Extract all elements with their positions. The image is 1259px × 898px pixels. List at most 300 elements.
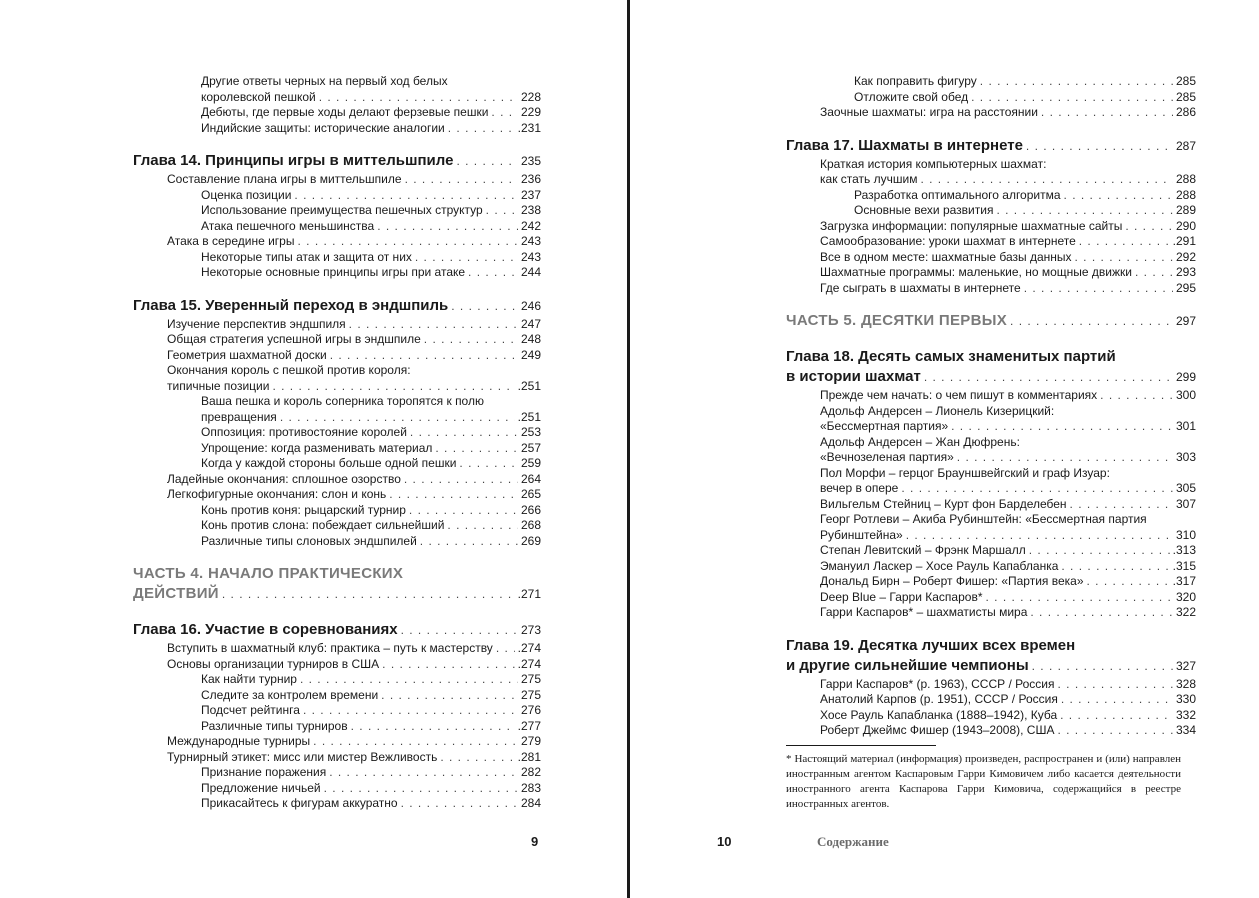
dot-leader bbox=[456, 152, 518, 170]
part-entry bbox=[133, 585, 541, 605]
toc-entry-line: Краткая история компьютерных шахмат: bbox=[820, 156, 1047, 171]
toc-entry bbox=[133, 441, 541, 457]
entry-title: Глава 17. Шахматы в интернете bbox=[786, 136, 1023, 154]
chapter-entry bbox=[133, 297, 541, 317]
entry-page-number: 259 bbox=[520, 456, 541, 470]
entry-title: Предложение ничьей bbox=[201, 780, 321, 795]
entry-page-number: 310 bbox=[1175, 527, 1196, 542]
entry-page-number: 268 bbox=[520, 518, 541, 532]
entry-page-number: 290 bbox=[1175, 218, 1196, 233]
toc-entry bbox=[786, 219, 1196, 235]
toc-entry bbox=[133, 90, 541, 106]
dot-leader bbox=[1026, 137, 1173, 155]
entry-page-number: 228 bbox=[520, 89, 541, 104]
page-number: 9 bbox=[531, 834, 539, 849]
dot-leader bbox=[389, 487, 518, 502]
entry-page-number: 300 bbox=[1175, 388, 1196, 402]
toc-entry bbox=[133, 487, 541, 503]
entry-title: Где сыграть в шахматы в интернете bbox=[820, 280, 1021, 295]
entry-title: Глава 16. Участие в соревнованиях bbox=[133, 621, 398, 638]
entry-title: Основные вехи развития bbox=[854, 203, 994, 217]
dot-leader bbox=[1024, 281, 1173, 296]
entry-page-number: 246 bbox=[520, 298, 541, 313]
dot-leader bbox=[901, 481, 1173, 496]
toc-entry bbox=[133, 688, 541, 704]
entry-page-number: 285 bbox=[1175, 74, 1196, 88]
entry-page-number: 293 bbox=[1175, 265, 1196, 279]
toc-entry bbox=[133, 641, 541, 657]
entry-page-number: 286 bbox=[1175, 105, 1196, 119]
toc-entry bbox=[786, 528, 1196, 544]
dot-leader bbox=[1087, 574, 1170, 589]
entry-title: Эмануил Ласкер – Хосе Рауль Капабланка bbox=[820, 558, 1059, 573]
chapter-entry bbox=[786, 657, 1196, 677]
dot-leader bbox=[906, 528, 1173, 543]
toc-entry bbox=[786, 605, 1196, 621]
entry-title: Все в одном месте: шахматные базы данных bbox=[820, 249, 1072, 264]
entry-page-number: .274 bbox=[517, 641, 541, 655]
dot-leader bbox=[330, 348, 518, 363]
entry-title: в истории шахмат bbox=[786, 368, 921, 385]
toc-entry bbox=[786, 172, 1196, 188]
entry-title: Рубинштейна» bbox=[820, 527, 903, 542]
entry-title: Вильгельм Стейниц – Курт фон Барделебен bbox=[820, 496, 1067, 511]
entry-title: Загрузка информации: популярные шахматные сайты bbox=[820, 218, 1123, 233]
entry-page-number: 284 bbox=[520, 796, 541, 810]
dot-leader bbox=[351, 719, 515, 734]
dot-leader bbox=[440, 750, 514, 765]
toc-entry bbox=[133, 188, 541, 204]
entry-page-number: 288 bbox=[1175, 187, 1196, 202]
entry-page-number: 330 bbox=[1175, 692, 1196, 706]
toc-entry bbox=[133, 348, 541, 364]
entry-title: Глава 15. Уверенный переход в эндшпиль bbox=[133, 296, 449, 314]
toc-entry bbox=[133, 734, 541, 750]
entry-title: как стать лучшим bbox=[820, 172, 918, 186]
dot-leader bbox=[420, 534, 518, 549]
toc-entry bbox=[133, 265, 541, 281]
entry-page-number: .313 bbox=[1172, 543, 1196, 557]
toc-entry bbox=[133, 203, 541, 219]
dot-leader bbox=[280, 410, 515, 425]
part-entry bbox=[786, 312, 1196, 332]
entry-page-number: .315 bbox=[1172, 558, 1196, 573]
dot-leader bbox=[300, 672, 518, 687]
dot-leader bbox=[1060, 708, 1173, 723]
entry-title: вечер в опере bbox=[820, 481, 899, 495]
section-gap bbox=[786, 296, 1196, 312]
entry-title: «Вечнозеленая партия» bbox=[820, 450, 954, 464]
entry-title: Дональд Бирн – Роберт Фишер: «Партия века» bbox=[820, 574, 1084, 588]
footnote-rule bbox=[786, 745, 936, 746]
entry-page-number: 303 bbox=[1175, 450, 1196, 464]
entry-page-number: 237 bbox=[520, 187, 541, 202]
toc-entry bbox=[133, 503, 541, 519]
toc-entry bbox=[786, 677, 1196, 693]
dot-leader bbox=[951, 419, 1173, 434]
toc-entry-line: Пол Морфи – герцог Брауншвейгский и граф Изуар: bbox=[820, 465, 1110, 480]
dot-leader bbox=[405, 172, 518, 187]
entry-page-number: 289 bbox=[1175, 203, 1196, 217]
right-page bbox=[631, 0, 1259, 898]
toc-entry bbox=[786, 590, 1196, 606]
entry-page-number: 328 bbox=[1175, 676, 1196, 691]
entry-page-number: .251 bbox=[517, 409, 541, 424]
entry-title: Общая стратегия успешной игры в эндшпиле bbox=[167, 332, 421, 346]
dot-leader bbox=[1064, 188, 1173, 203]
entry-page-number: 248 bbox=[520, 332, 541, 346]
dot-leader bbox=[1010, 312, 1173, 330]
book-spine bbox=[627, 0, 630, 898]
right-toc bbox=[786, 74, 1196, 812]
dot-leader bbox=[451, 297, 518, 315]
toc-entry bbox=[133, 534, 541, 550]
dot-leader bbox=[329, 765, 518, 780]
dot-leader bbox=[996, 203, 1173, 218]
dot-leader bbox=[1030, 605, 1173, 620]
toc-entry bbox=[133, 456, 541, 472]
entry-title: Когда у каждой стороны больше одной пешки bbox=[201, 456, 457, 470]
entry-page-number: 305 bbox=[1175, 481, 1196, 495]
toc-entry bbox=[786, 388, 1196, 404]
entry-page-number: .291 bbox=[1172, 234, 1196, 248]
entry-title: Дебюты, где первые ходы делают ферзевые пешки bbox=[201, 105, 489, 119]
entry-title: Отложите свой обед bbox=[854, 89, 969, 104]
dot-leader bbox=[415, 250, 518, 265]
entry-title: Как найти турнир bbox=[201, 672, 297, 686]
entry-title: Изучение перспектив эндшпиля bbox=[167, 316, 346, 331]
page-number: 10 bbox=[717, 834, 732, 849]
entry-title: Конь против слона: побеждает сильнейший bbox=[201, 518, 445, 532]
toc-entry bbox=[786, 74, 1196, 90]
dot-leader bbox=[1032, 657, 1173, 675]
entry-page-number: 320 bbox=[1175, 589, 1196, 604]
toc-entry bbox=[133, 219, 541, 235]
entry-page-number: 247 bbox=[520, 316, 541, 331]
entry-page-number: .277 bbox=[517, 718, 541, 733]
dot-leader bbox=[424, 332, 518, 347]
dot-leader bbox=[401, 621, 518, 639]
dot-leader bbox=[1061, 692, 1173, 707]
toc-entry bbox=[786, 250, 1196, 266]
dot-leader bbox=[382, 657, 514, 672]
entry-page-number: 264 bbox=[520, 471, 541, 486]
section-gap bbox=[786, 332, 1196, 348]
dot-leader bbox=[1029, 543, 1170, 558]
running-footer: Содержание bbox=[817, 834, 889, 849]
entry-title: Атака пешечного меньшинства bbox=[201, 218, 375, 233]
dot-leader bbox=[222, 585, 515, 603]
dot-leader bbox=[313, 734, 518, 749]
toc-entry bbox=[786, 723, 1196, 739]
entry-title: Основы организации турниров в США bbox=[167, 656, 380, 671]
entry-title: королевской пешкой bbox=[201, 89, 316, 104]
section-gap bbox=[133, 549, 541, 565]
entry-page-number: 301 bbox=[1175, 419, 1196, 433]
toc-entry bbox=[133, 765, 541, 781]
dot-leader bbox=[410, 425, 518, 440]
entry-title: ЧАСТЬ 5. ДЕСЯТКИ ПЕРВЫХ bbox=[786, 312, 1008, 329]
toc-entry-line: Георг Ротлеви – Акиба Рубинштейн: «Бессмертная партия bbox=[820, 512, 1147, 526]
dot-leader bbox=[294, 188, 518, 203]
entry-page-number: 334 bbox=[1175, 723, 1196, 737]
entry-page-number: 299 bbox=[1175, 370, 1196, 384]
entry-title: Следите за контролем времени bbox=[201, 687, 379, 702]
toc-entry bbox=[786, 105, 1196, 121]
entry-page-number: 238 bbox=[520, 203, 541, 217]
toc-entry bbox=[786, 419, 1196, 435]
dot-leader bbox=[924, 368, 1173, 386]
dot-leader bbox=[986, 590, 1173, 605]
toc-entry bbox=[786, 543, 1196, 559]
entry-page-number: 243 bbox=[520, 249, 541, 264]
entry-page-number: 275 bbox=[520, 672, 541, 686]
toc-entry bbox=[786, 497, 1196, 513]
entry-title: Ладейные окончания: сплошное озорство bbox=[167, 471, 401, 486]
entry-title: Индийские защиты: исторические аналогии bbox=[201, 120, 445, 135]
entry-title: Разработка оптимального алгоритма bbox=[854, 187, 1061, 202]
dot-leader bbox=[1057, 723, 1173, 738]
dot-leader bbox=[324, 781, 518, 796]
dot-leader bbox=[404, 472, 518, 487]
entry-page-number: 229 bbox=[520, 105, 541, 119]
dot-leader bbox=[1070, 497, 1173, 512]
toc-entry bbox=[786, 559, 1196, 575]
entry-title: Прежде чем начать: о чем пишут в комментариях bbox=[820, 388, 1098, 402]
entry-page-number: 282 bbox=[520, 765, 541, 779]
dot-leader bbox=[1125, 219, 1173, 234]
toc-entry-line: Адольф Андерсен – Лионель Кизерицкий: bbox=[820, 403, 1055, 418]
entry-page-number: 292 bbox=[1175, 249, 1196, 264]
chapter-entry bbox=[786, 368, 1196, 388]
entry-title: Международные турниры bbox=[167, 734, 311, 748]
dot-leader bbox=[401, 796, 518, 811]
toc-entry bbox=[786, 265, 1196, 281]
dot-leader bbox=[1041, 105, 1173, 120]
entry-page-number: 235 bbox=[520, 154, 541, 168]
entry-title: Заочные шахматы: игра на расстоянии bbox=[820, 105, 1038, 119]
entry-page-number: .231 bbox=[517, 120, 541, 135]
entry-title: превращения bbox=[201, 409, 277, 424]
dot-leader bbox=[1100, 388, 1173, 403]
entry-title: Deep Blue – Гарри Каспаров* bbox=[820, 589, 983, 604]
entry-title: ДЕЙСТВИЙ bbox=[133, 585, 219, 602]
entry-title: Различные типы слоновых эндшпилей bbox=[201, 533, 417, 548]
entry-page-number: 297 bbox=[1175, 314, 1196, 328]
dot-leader bbox=[1058, 677, 1173, 692]
dot-leader bbox=[303, 703, 518, 718]
entry-title: Гарри Каспаров* – шахматисты мира bbox=[820, 605, 1028, 619]
left-toc bbox=[133, 74, 541, 812]
entry-title: Хосе Рауль Капабланка (1888–1942), Куба bbox=[820, 707, 1058, 722]
dot-leader bbox=[1079, 234, 1170, 249]
entry-title: «Бессмертная партия» bbox=[820, 419, 949, 433]
dot-leader bbox=[468, 265, 518, 280]
entry-page-number: 253 bbox=[520, 425, 541, 439]
entry-page-number: 244 bbox=[520, 265, 541, 279]
toc-entry bbox=[133, 672, 541, 688]
toc-entry bbox=[133, 703, 541, 719]
entry-page-number: 269 bbox=[520, 533, 541, 548]
footnote: * Настоящий материал (информация) произведен, распространен и (или) направлен иностранным агентом Каспаровым Гарри Кимовичем либо касается деятельности иностранного агента Каспарова Гарри Кимовича, содержащийся в реестре иностранных агентов. bbox=[786, 752, 1181, 810]
entry-title: Прикасайтесь к фигурам аккуратно bbox=[201, 796, 398, 810]
entry-page-number: 279 bbox=[520, 734, 541, 748]
entry-page-number: 295 bbox=[1175, 280, 1196, 295]
entry-title: Подсчет рейтинга bbox=[201, 703, 300, 717]
entry-page-number: 332 bbox=[1175, 707, 1196, 722]
dot-leader bbox=[377, 219, 518, 234]
toc-entry bbox=[133, 250, 541, 266]
toc-entry bbox=[786, 203, 1196, 219]
section-gap bbox=[133, 605, 541, 621]
entry-title: Конь против коня: рыцарский турнир bbox=[201, 502, 406, 517]
chapter-entry bbox=[133, 621, 541, 641]
dot-leader bbox=[319, 90, 518, 105]
toc-entry bbox=[133, 472, 541, 488]
entry-page-number: 266 bbox=[520, 502, 541, 517]
toc-entry-line: Адольф Андерсен – Жан Дюфрень: bbox=[820, 434, 1020, 449]
entry-page-number: 275 bbox=[520, 687, 541, 702]
entry-title: Степан Левитский – Фрэнк Маршалл bbox=[820, 543, 1026, 557]
entry-page-number: .274 bbox=[517, 656, 541, 671]
toc-entry bbox=[133, 105, 541, 121]
entry-page-number: 327 bbox=[1175, 658, 1196, 673]
chapter-entry bbox=[786, 137, 1196, 157]
entry-page-number: 307 bbox=[1175, 496, 1196, 511]
toc-entry bbox=[786, 574, 1196, 590]
toc-entry bbox=[786, 90, 1196, 106]
entry-page-number: 249 bbox=[520, 347, 541, 362]
toc-entry bbox=[133, 796, 541, 812]
entry-page-number: 257 bbox=[520, 440, 541, 455]
dot-leader bbox=[381, 688, 518, 703]
entry-title: Составление плана игры в миттельшпиле bbox=[167, 172, 402, 186]
toc-entry bbox=[133, 657, 541, 673]
dot-leader bbox=[447, 518, 518, 533]
entry-title: Некоторые основные принципы игры при атаке bbox=[201, 265, 466, 279]
toc-entry-line: Другие ответы черных на первый ход белых bbox=[201, 74, 448, 88]
entry-page-number: .271 bbox=[517, 587, 541, 601]
toc-entry bbox=[133, 121, 541, 137]
toc-entry bbox=[133, 234, 541, 250]
dot-leader bbox=[409, 503, 518, 518]
entry-page-number: 285 bbox=[1175, 89, 1196, 104]
entry-title: типичные позиции bbox=[167, 378, 270, 393]
entry-title: Различные типы турниров bbox=[201, 718, 348, 733]
entry-title: Геометрия шахматной доски bbox=[167, 347, 327, 362]
toc-entry bbox=[133, 332, 541, 348]
entry-page-number: .281 bbox=[517, 749, 541, 764]
part-title: ЧАСТЬ 4. НАЧАЛО ПРАКТИЧЕСКИХ bbox=[133, 565, 404, 582]
toc-entry bbox=[786, 450, 1196, 466]
dot-leader bbox=[957, 450, 1173, 465]
entry-page-number: 322 bbox=[1175, 605, 1196, 619]
toc-entry bbox=[786, 281, 1196, 297]
entry-title: Признание поражения bbox=[201, 765, 327, 779]
dot-leader bbox=[1061, 559, 1169, 574]
toc-entry bbox=[786, 481, 1196, 497]
section-gap bbox=[133, 281, 541, 297]
toc-entry bbox=[786, 188, 1196, 204]
entry-page-number: 273 bbox=[520, 623, 541, 637]
toc-entry bbox=[786, 708, 1196, 724]
toc-entry bbox=[133, 425, 541, 441]
entry-title: Анатолий Карпов (р. 1951), СССР / Россия bbox=[820, 692, 1058, 706]
toc-entry bbox=[133, 750, 541, 766]
entry-title: Глава 14. Принципы игры в миттельшпиле bbox=[133, 152, 454, 169]
toc-entry-line: Ваша пешка и король соперника торопятся к полю bbox=[201, 394, 484, 408]
section-gap bbox=[786, 121, 1196, 137]
entry-page-number: .317 bbox=[1172, 574, 1196, 588]
entry-title: Вступить в шахматный клуб: практика – путь к мастерству bbox=[167, 641, 493, 655]
dot-leader bbox=[486, 203, 518, 218]
toc-entry bbox=[786, 692, 1196, 708]
entry-page-number: 276 bbox=[520, 703, 541, 717]
chapter-title: Глава 19. Десятка лучших всех времен bbox=[786, 636, 1076, 654]
dot-leader bbox=[272, 379, 514, 394]
entry-page-number: 283 bbox=[520, 780, 541, 795]
entry-title: Упрощение: когда разменивать материал bbox=[201, 440, 433, 455]
toc-entry bbox=[133, 317, 541, 333]
entry-title: Турнирный этикет: мисс или мистер Вежливость bbox=[167, 749, 438, 764]
chapter-title: Глава 18. Десять самых знаменитых партий bbox=[786, 348, 1116, 365]
entry-page-number: 287 bbox=[1175, 138, 1196, 153]
dot-leader bbox=[491, 105, 518, 120]
toc-entry bbox=[133, 410, 541, 426]
dot-leader bbox=[435, 441, 518, 456]
dot-leader bbox=[971, 90, 1173, 105]
toc-entry bbox=[133, 172, 541, 188]
entry-title: и другие сильнейшие чемпионы bbox=[786, 656, 1029, 674]
dot-leader bbox=[297, 234, 517, 249]
entry-title: Использование преимущества пешечных структур bbox=[201, 203, 483, 217]
toc-entry bbox=[133, 379, 541, 395]
dot-leader bbox=[496, 641, 515, 656]
entry-page-number: .251 bbox=[517, 378, 541, 393]
entry-title: Самообразование: уроки шахмат в интернете bbox=[820, 234, 1076, 248]
chapter-entry bbox=[133, 152, 541, 172]
entry-title: Как поправить фигуру bbox=[854, 74, 977, 88]
dot-leader bbox=[459, 456, 518, 471]
entry-title: Шахматные программы: маленькие, но мощные движки bbox=[820, 265, 1132, 279]
toc-entry bbox=[786, 234, 1196, 250]
entry-page-number: 243 bbox=[520, 234, 541, 248]
entry-title: Некоторые типы атак и защита от них bbox=[201, 249, 412, 264]
entry-title: Оценка позиции bbox=[201, 187, 292, 202]
toc-entry bbox=[133, 781, 541, 797]
entry-title: Роберт Джеймс Фишер (1943–2008), США bbox=[820, 723, 1055, 737]
left-page bbox=[0, 0, 628, 898]
entry-title: Оппозиция: противостояние королей bbox=[201, 425, 407, 439]
toc-entry-line: Окончания король с пешкой против короля: bbox=[167, 363, 411, 377]
entry-title: Гарри Каспаров* (р. 1963), СССР / Россия bbox=[820, 676, 1055, 691]
entry-page-number: 236 bbox=[520, 172, 541, 186]
dot-leader bbox=[448, 121, 515, 136]
entry-title: Легкофигурные окончания: слон и конь bbox=[167, 487, 387, 501]
entry-page-number: 242 bbox=[520, 218, 541, 233]
entry-page-number: 265 bbox=[520, 487, 541, 501]
toc-entry bbox=[133, 518, 541, 534]
entry-page-number: 288 bbox=[1175, 172, 1196, 186]
section-gap bbox=[786, 621, 1196, 637]
dot-leader bbox=[980, 74, 1173, 89]
dot-leader bbox=[349, 317, 518, 332]
dot-leader bbox=[1135, 265, 1173, 280]
entry-title: Атака в середине игры bbox=[167, 234, 295, 248]
toc-entry bbox=[133, 719, 541, 735]
section-gap bbox=[133, 136, 541, 152]
dot-leader bbox=[1075, 250, 1173, 265]
